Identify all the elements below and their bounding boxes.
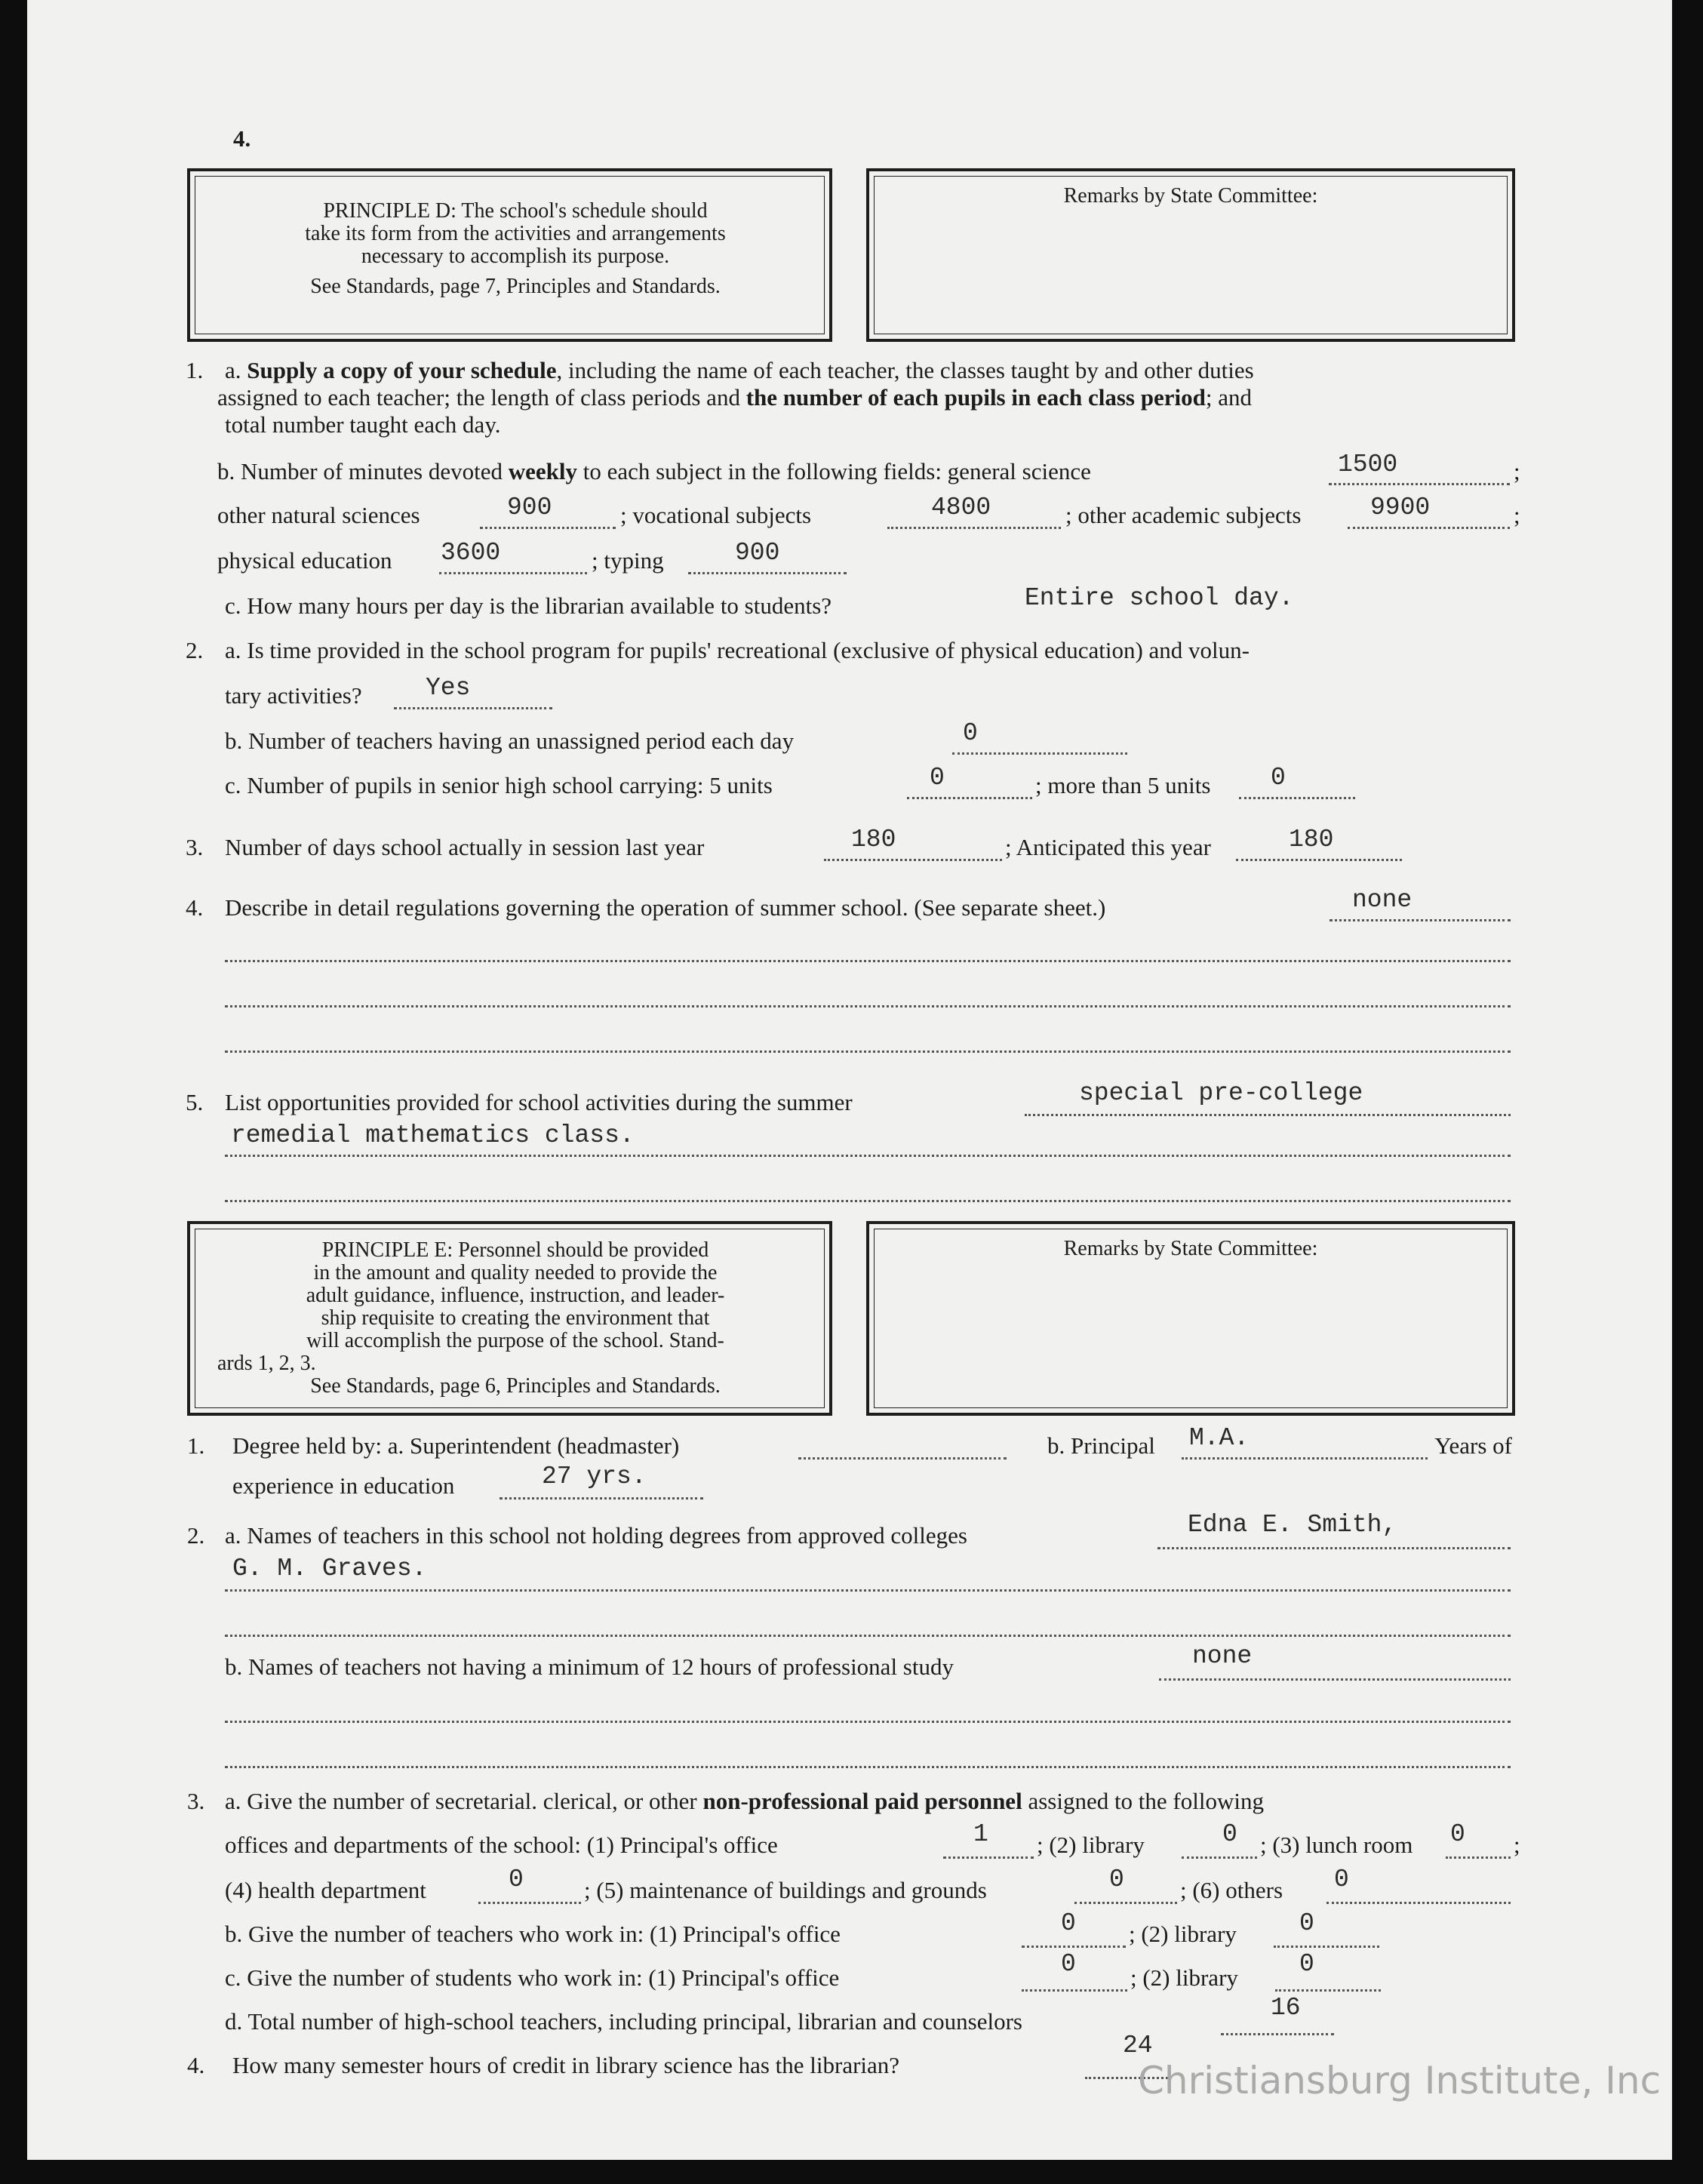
lunch-room-staff-value[interactable]: 0 [1450, 1820, 1465, 1848]
others-staff-value[interactable]: 0 [1334, 1866, 1349, 1893]
health-dept-staff-value[interactable]: 0 [509, 1866, 524, 1893]
experience-value[interactable]: 27 yrs. [542, 1463, 647, 1490]
d1b-label: b. Number of minutes devoted weekly to each subject in the following fields: general science [217, 458, 1091, 484]
d1a-line1: a. Supply a copy of your schedule, including the name of each teacher, the classes taught by and other duties [225, 357, 1254, 383]
remarks-box-d[interactable] [866, 168, 1515, 342]
pupils-more-5-units-value[interactable]: 0 [1271, 764, 1286, 792]
d1a-line2: assigned to each teacher; the length of class periods and the number of each pupils in each class period; and [217, 384, 1252, 411]
students-principal-office-value[interactable]: 0 [1061, 1950, 1076, 1978]
remarks-label-d: Remarks by State Committee: [1063, 184, 1318, 208]
other-natural-sciences-value[interactable]: 900 [507, 494, 552, 521]
pupils-5-units-value[interactable]: 0 [930, 764, 945, 792]
watermark: Christiansburg Institute, Inc [1138, 2059, 1662, 2102]
physical-education-value[interactable]: 3600 [441, 539, 501, 567]
principal-degree-value[interactable]: M.A. [1189, 1424, 1250, 1452]
library-science-credits-value[interactable]: 24 [1123, 2032, 1153, 2059]
library-staff-value[interactable]: 0 [1222, 1820, 1237, 1848]
no-prof-study-value[interactable]: none [1192, 1642, 1253, 1670]
principal-office-staff-value[interactable]: 1 [973, 1820, 988, 1848]
principle-d-see: See Standards, page 7, Principles and Standards. [310, 275, 721, 298]
summer-school-regulations-value[interactable]: none [1352, 886, 1413, 914]
total-hs-teachers-value[interactable]: 16 [1271, 1994, 1301, 2022]
e2b-label: b. Names of teachers not having a minimum of 12 hours of professional study [225, 1653, 954, 1680]
teachers-library-value[interactable]: 0 [1299, 1909, 1314, 1937]
page-number: 4. [233, 125, 251, 152]
general-science-value[interactable]: 1500 [1338, 451, 1398, 478]
summer-activities-value-2[interactable]: remedial mathematics class. [231, 1121, 635, 1149]
unassigned-period-value[interactable]: 0 [963, 719, 978, 747]
librarian-hours-value[interactable]: Entire school day. [1025, 584, 1294, 612]
vocational-value[interactable]: 4800 [931, 494, 991, 521]
non-degree-teachers-value-2[interactable]: G. M. Graves. [232, 1555, 427, 1583]
students-library-value[interactable]: 0 [1299, 1950, 1314, 1978]
remarks-box-e[interactable] [866, 1221, 1515, 1416]
maintenance-staff-value[interactable]: 0 [1109, 1866, 1124, 1893]
summer-activities-value-1[interactable]: special pre-college [1079, 1079, 1363, 1107]
recreational-activities-value[interactable]: Yes [426, 674, 471, 702]
remarks-label-e: Remarks by State Committee: [1063, 1237, 1318, 1260]
principle-e-text: PRINCIPLE E: Personnel should be provided in the amount and quality needed to provide the adult guidance, influence, instruction, and leader- ship requisite to creating the environment that will accomplish the purpose of the school. Stand- ards 1, 2, 3. See Standards, page 6, Principles and Standards. [217, 1239, 813, 1398]
days-last-year-value[interactable]: 180 [851, 826, 896, 854]
other-academic-value[interactable]: 9900 [1370, 494, 1431, 521]
principle-e-see: See Standards, page 6, Principles and Standards. [310, 1374, 721, 1398]
principle-e-box [187, 1221, 832, 1416]
typing-value[interactable]: 900 [735, 539, 780, 567]
non-degree-teachers-value-1[interactable]: Edna E. Smith, [1188, 1511, 1397, 1539]
days-this-year-value[interactable]: 180 [1289, 826, 1334, 854]
e3a-line1: a. Give the number of secretarial. clerical, or other non-professional paid personnel assigned to the following [225, 1788, 1264, 1814]
form-page: 4. PRINCIPLE D: The school's schedule should take its form from the activities and arrangements necessary to accomplish its purpose. See Standards, page 7, Principles and Standards. Remarks by State Committee: 1. a. Supply a copy of your schedule, including the name of each teacher, the classes taught by and other duties assigned to each teacher; the length of class periods and the number of each pupils in each class period; and total number taught each day. b. Number of minutes devoted weekly to each subject in the following fields: general science 1500 ; other natural sciences 900 ; vocational subjects 4800 ; other academic subjects 9900 ; physical education 3600 ; typing 900 c. How many hours per day is the librarian available to students? Entire school day. 2. a. Is time provided in the school program for pupils' recreational (exclusive of physical education) and volun- tary activities? Yes b. Number of teachers having an unassigned period each day 0 c. Number of pupils in senior high school carrying: 5 units 0 ; more than 5 units 0 3. Number of days school actually in session last year 180 ; Anticipated this year 180 4. Describe in detail regulations governing the operation of summer school. (See separate sheet.) none 5. List opportunities provided for school activities during the summer special pre-college remedial mathematics class. PRINCIPLE E: Personnel should be provided in the amount and quality needed to provide the adult guidance, influence, instruction, and leader- ship requisite to creating the environment that will accomplish the purpose of the school. Stand- ards 1, 2, 3. See Standards, page 6, Principles and Standards. Remarks by State Committee: 1. Degree held by: a. Superintendent (headmaster) b. Principal M.A. Years of experience in education 27 yrs. 2. a. Names of teachers in this school not holding degrees from approved colleges Edna E. Smith, G. M. Graves. b. Names of teachers not having a minimum of 12 hours of professional study none 3. a. Give the number of secretarial. clerical, or other non-professional paid personnel assigned to the following offices and departments of the school: (1) Principal's office 1 ; (2) library 0 ; (3) lunch room 0 ; (4) health department 0 ; (5) maintenance of buildings and grounds 0 ; (6) others 0 b. Give the number of teachers who work in: (1) Principal's office 0 ; (2) library 0 c. Give the number of students who work in: (1) Principal's office 0 ; (2) library 0 d. Total number of high-school teachers, including principal, librarian and counselors 16 4. How many semester hours of credit in library science has the librarian? 24 Christiansburg Institute, Inc [27, 0, 1672, 2160]
principle-d-text: PRINCIPLE D: The school's schedule should take its form from the activities and arrangements necessary to accomplish its purpose. See Standards, page 7, Principles and Standards. [217, 200, 813, 298]
principle-d-box [187, 168, 832, 342]
teachers-principal-office-value[interactable]: 0 [1061, 1909, 1076, 1937]
